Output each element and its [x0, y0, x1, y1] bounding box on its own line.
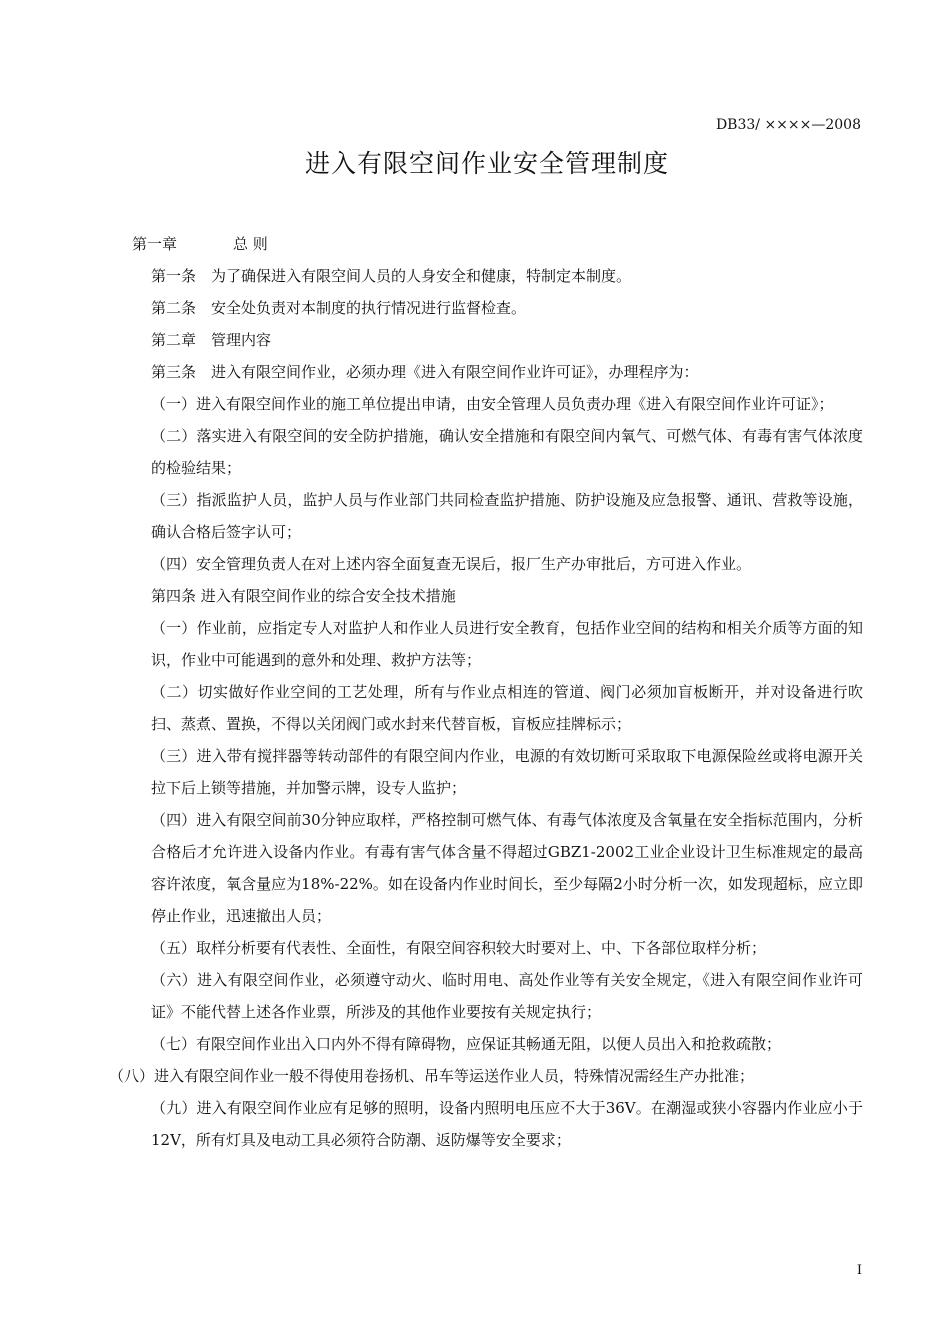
document-title: 进入有限空间作业安全管理制度 [304, 149, 669, 178]
article-4-item-5: （五）取样分析要有代表性、全面性，有限空间容积较大时要对上、中、下各部位取样分析； [151, 939, 767, 957]
chapter-one-heading [113, 228, 863, 260]
article-3: 第三条 进入有限空间作业，必须办理《进入有限空间作业许可证》，办理程序为： [151, 363, 699, 381]
article-4-item-9: （九）进入有限空间作业应有足够的照明，设备内照明电压应不大于36V。在潮湿或狭小容器内作业应小于12V，所有灯具及电动工具必须符合防潮、返防爆等安全要求； [151, 1099, 863, 1149]
article-3-item-1: （一）进入有限空间作业的施工单位提出申请，由安全管理人员负责办理《进入有限空间作业许可证》； [151, 395, 834, 413]
article-4-item-6: （六）进入有限空间作业，必须遵守动火、临时用电、高处作业等有关安全规定，《进入有限空间作业许可证》不能代替上述各作业票，所涉及的其他作业要按有关规定执行； [151, 971, 863, 1021]
article-4-item-7: （七）有限空间作业出入口内外不得有障碍物，应保证其畅通无阻，以便人员出入和抢救疏散； [151, 1035, 782, 1053]
article-3-item-2: （二）落实进入有限空间的安全防护措施，确认安全措施和有限空间内氧气、可燃气体、有毒有害气体浓度的检验结果； [151, 427, 863, 477]
article-4-item-8: （八）进入有限空间作业一般不得使用卷扬机、吊车等运送作业人员，特殊情况需经生产办批准； [109, 1067, 755, 1085]
article-4-item-4: （四）进入有限空间前30分钟应取样，严格控制可燃气体、有毒气体浓度及含氧量在安全指标范围内，分析合格后才允许进入设备内作业。有毒有害气体含量不得超过GBZ1-2002工业企业设计卫生标准规定的最高容许浓度，氧含量应为18%-22%。如在设备内作业时间长，至少每隔2小时分析一次，如发现超标，应立即停止作业，迅速撤出人员； [151, 811, 863, 925]
article-4-item-1: （一）作业前，应指定专人对监护人和作业人员进行安全教育，包括作业空间的结构和相关介质等方面的知识，作业中可能遇到的意外和处理、救护方法等； [151, 619, 863, 669]
article-2: 第二条 安全处负责对本制度的执行情况进行监督检查。 [151, 299, 527, 317]
article-3-item-4: （四）安全管理负责人在对上述内容全面复查无误后，报厂生产办审批后，方可进入作业。 [151, 555, 752, 573]
chapter-label: 第一章 [132, 235, 178, 253]
chapter-name: 总 则 [233, 235, 268, 253]
chapter-two-heading: 第二章 管理内容 [151, 331, 272, 349]
article-4-item-2: （二）切实做好作业空间的工艺处理，所有与作业点相连的管道、阀门必须加盲板断开，并对设备进行吹扫、蒸煮、置换，不得以关闭阀门或水封来代替盲板，盲板应挂牌标示； [151, 683, 863, 733]
article-4-item-3: （三）进入带有搅拌器等转动部件的有限空间内作业，电源的有效切断可采取取下电源保险丝或将电源开关拉下后上锁等措施，并加警示牌，设专人监护； [151, 747, 863, 797]
article-4: 第四条 进入有限空间作业的综合安全技术措施 [151, 587, 456, 605]
document-body [109, 228, 863, 1156]
standard-code: DB33/ ××××—2008 [715, 117, 861, 133]
article-3-item-3: （三）指派监护人员，监护人员与作业部门共同检查监护措施、防护设施及应急报警、通讯、营救等设施，确认合格后签字认可； [151, 491, 863, 541]
article-1: 第一条 为了确保进入有限空间人员的人身安全和健康，特制定本制度。 [151, 267, 632, 285]
page-number: I [856, 1263, 862, 1278]
